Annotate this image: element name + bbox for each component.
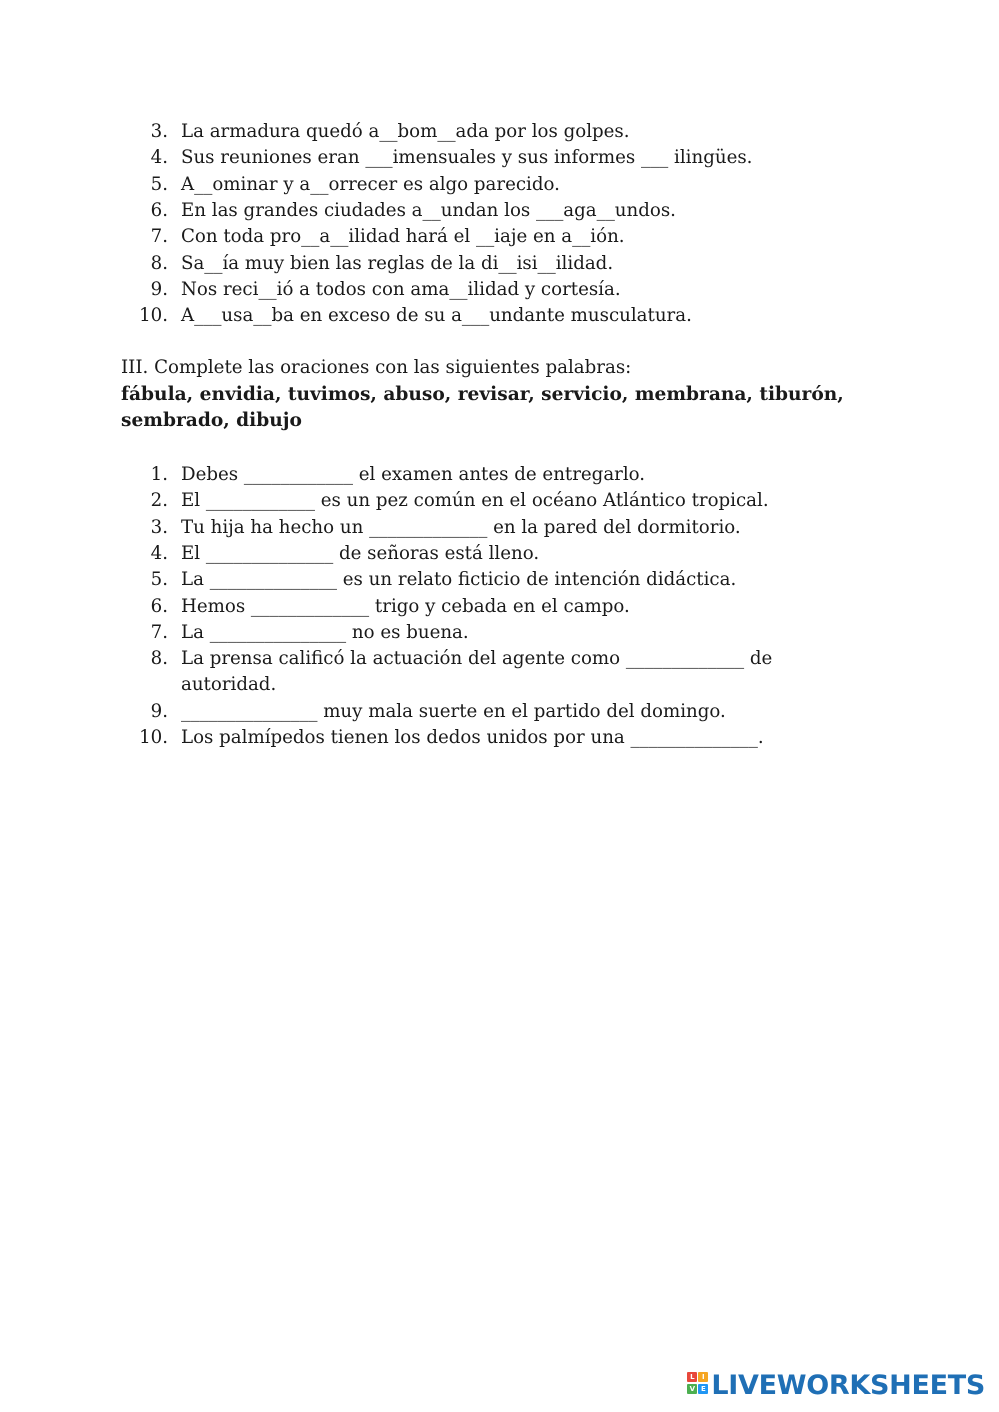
item-number: 10. <box>139 727 168 748</box>
item-text: Nos reci__ió a todos con ama__ilidad y cortesía. <box>181 278 621 300</box>
item-text: Sus reuniones eran ___imensuales y sus informes ___ ilingües. <box>181 147 753 169</box>
live-block-l: L <box>687 1372 697 1382</box>
item-number: 2. <box>150 490 168 512</box>
item-text: A__ominar y a__orrecer es algo parecido. <box>181 173 560 195</box>
item-number: 6. <box>150 595 168 617</box>
live-blocks-icon <box>687 1372 709 1398</box>
item-number: 9. <box>150 278 168 300</box>
item-number: 3. <box>150 516 168 538</box>
item-number: 6. <box>150 199 168 221</box>
section-3-heading: III. Complete las oraciones con las siguientes palabras: <box>121 357 632 378</box>
item-number: 4. <box>150 147 168 169</box>
item-text: Con toda pro__a__ilidad hará el __iaje en a__ión. <box>181 226 625 248</box>
item-text: autoridad. <box>181 674 277 696</box>
item-number: 3. <box>150 121 168 142</box>
live-block-i: I <box>698 1372 708 1382</box>
item-text: La ______________ es un relato ficticio de intención didáctica. <box>181 569 737 591</box>
item-text: En las grandes ciudades a__undan los ___aga__undos. <box>181 199 676 221</box>
brand-name: LIVEWORKSHEETS <box>711 1369 985 1401</box>
item-number: 8. <box>150 648 168 670</box>
item-text: Hemos _____________ trigo y cebada en el campo. <box>181 595 630 617</box>
item-number: 8. <box>150 252 168 274</box>
item-number: 4. <box>150 542 168 564</box>
word-bank: fábula, envidia, tuvimos, abuso, revisar, servicio, membrana, tiburón, sembrado, dibujo <box>121 384 844 431</box>
item-number: 9. <box>150 700 168 722</box>
item-text: Sa__ía muy bien las reglas de la di__isi__ilidad. <box>181 252 614 274</box>
item-text: La _______________ no es buena. <box>181 621 469 643</box>
item-text: La prensa calificó la actuación del agente como _____________ de <box>181 648 773 670</box>
item-number: 10. <box>139 305 168 327</box>
liveworksheets-logo <box>687 1370 985 1400</box>
item-text: _______________ muy mala suerte en el partido del domingo. <box>181 700 726 722</box>
live-block-v: V <box>687 1384 697 1394</box>
item-number: 1. <box>150 464 168 485</box>
item-text: La armadura quedó a__bom__ada por los golpes. <box>181 121 630 142</box>
item-text: Los palmípedos tienen los dedos unidos por una ______________. <box>181 727 764 748</box>
item-number: 7. <box>150 621 168 643</box>
live-block-e: E <box>698 1384 708 1394</box>
item-number: 5. <box>150 569 168 591</box>
item-text: A___usa__ba en exceso de su a___undante musculatura. <box>181 305 692 327</box>
item-text: El ____________ es un pez común en el océano Atlántico tropical. <box>181 490 769 512</box>
item-text: Tu hija ha hecho un _____________ en la pared del dormitorio. <box>181 516 741 538</box>
item-text: Debes ____________ el examen antes de entregarlo. <box>181 464 646 485</box>
item-number: 7. <box>150 226 168 248</box>
item-number: 5. <box>150 173 168 195</box>
item-text: El ______________ de señoras está lleno. <box>181 542 540 564</box>
